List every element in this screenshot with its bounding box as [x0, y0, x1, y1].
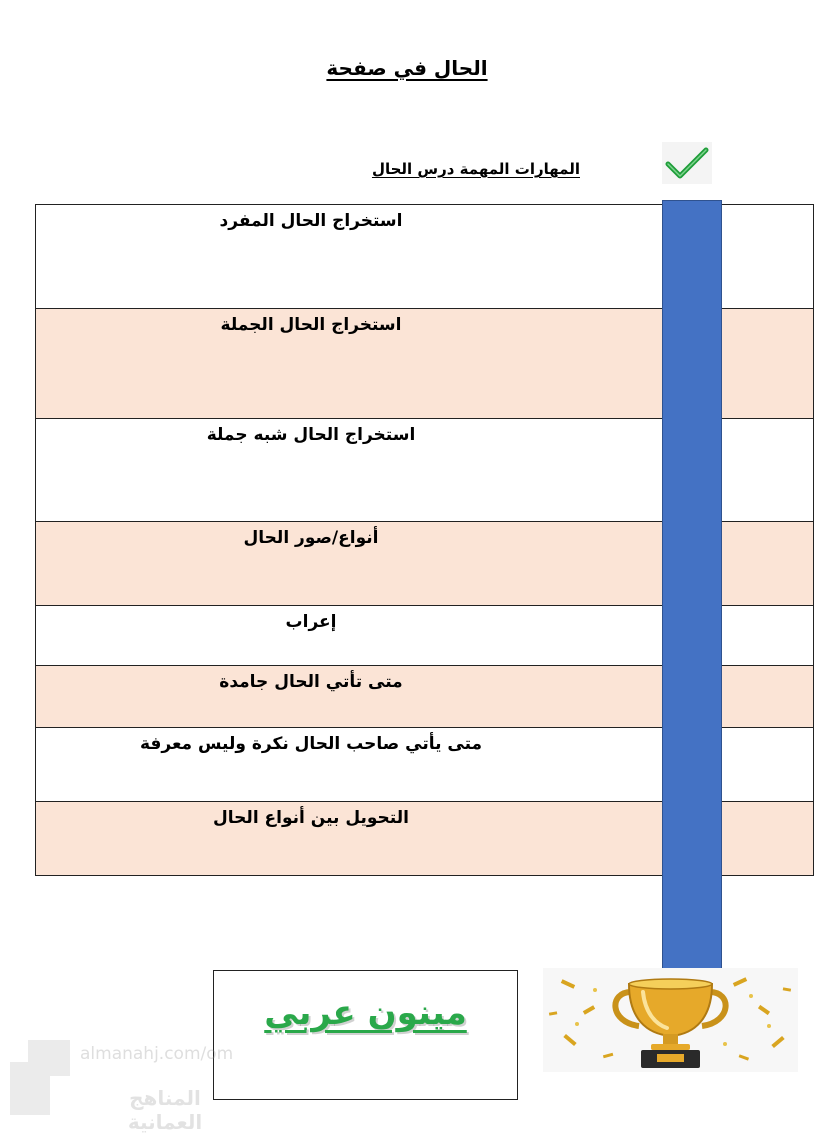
skill-label: متى يأتي صاحب الحال نكرة وليس معرفة: [139, 734, 483, 754]
watermark: [10, 1040, 250, 1134]
skill-label: متى تأتي الحال جامدة: [219, 672, 403, 692]
skill-label: استخراج الحال شبه جملة: [206, 425, 416, 445]
skills-subtitle: المهارات المهمة درس الحال: [371, 160, 580, 178]
skill-label: إعراب: [285, 612, 337, 632]
skill-label: التحويل بين أنواع الحال: [213, 808, 409, 828]
watermark-url: almanahj.com/om: [80, 1044, 234, 1064]
watermark-name: المناهج العمانية: [127, 1086, 203, 1134]
checkmark-icon: [662, 142, 712, 184]
page-title: الحال في صفحة: [326, 56, 488, 80]
skill-label: استخراج الحال المفرد: [219, 211, 403, 231]
watermark-logo-icon: [10, 1040, 70, 1115]
brand-box: [213, 970, 518, 1100]
progress-bar: [662, 200, 722, 972]
skill-label: استخراج الحال الجملة: [220, 315, 402, 335]
trophy-icon: [543, 968, 798, 1072]
brand-logo-text: مينون عربي: [264, 993, 467, 1033]
skill-label: أنواع/صور الحال: [243, 528, 379, 548]
